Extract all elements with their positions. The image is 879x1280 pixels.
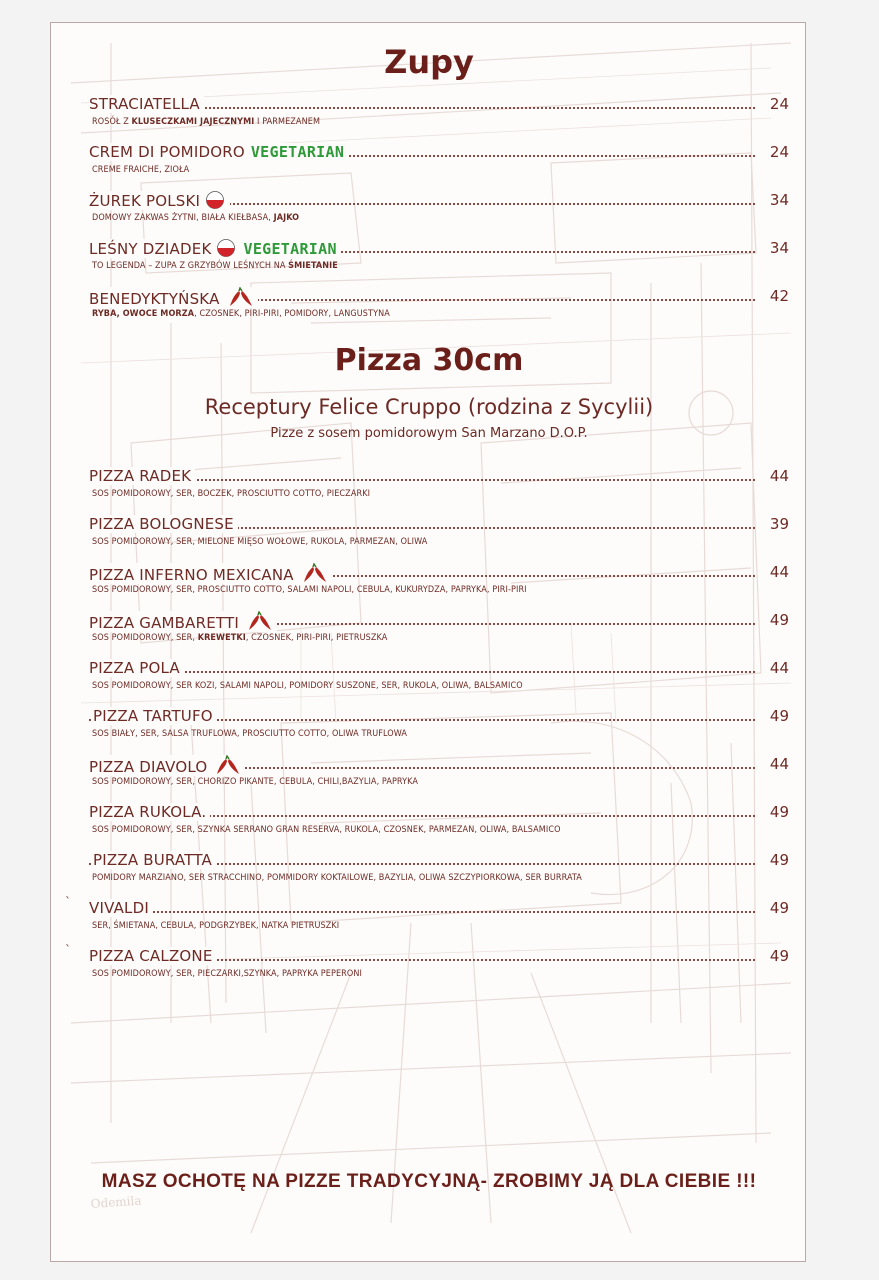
item-price: 24 (764, 95, 789, 113)
item-name: LEŚNY DZIADEK (89, 240, 212, 258)
menu-item-pizza-radek (89, 467, 789, 513)
item-description: SOS POMIDOROWY, SER KOZI, SALAMI NAPOLI, POMIDORY SUSZONE, SER, RUKOLA, OLIWA, BALSAMICO (92, 681, 523, 691)
item-price: 49 (764, 707, 789, 725)
item-description: TO LEGENDA – ZUPA Z GRZYBÓW LEŚNYCH NA ŚMIETANIE (92, 261, 338, 271)
item-description: POMIDORY MARZIANO, SER STRACCHINO, POMMIDORY KOKTAILOWE, BAZYLIA, OLIWA SZCZYPIORKOWA, SER BURRATA (92, 873, 582, 883)
item-price: 49 (764, 899, 789, 917)
item-price: 49 (764, 851, 789, 869)
menu-item-crem-di-pomidoro (89, 143, 789, 189)
item-price: 34 (764, 191, 789, 209)
menu-item-vivaldi (89, 899, 789, 945)
item-description: SOS POMIDOROWY, SER, MIELONE MIĘSO WOŁOWE, RUKOLA, PARMEZAN, OLIWA (92, 537, 428, 547)
polish-flag-icon (204, 191, 226, 209)
menu-item-straciatella (89, 95, 789, 141)
item-price: 49 (764, 947, 789, 965)
item-name: ŻUREK POLSKI (89, 192, 201, 210)
item-description: SOS POMIDOROWY, SER, PIECZARKI,SZYNKA, PAPRYKA PEPERONI (92, 969, 363, 979)
menu-item-zurek-polski (89, 191, 789, 237)
item-description: SOS POMIDOROWY, SER, CHORIZO PIKANTE, CEBULA, CHILI,BAZYLIA, PAPRYKA (92, 777, 419, 787)
stray-mark: ` (65, 943, 71, 957)
chili-pepper-icon (247, 611, 273, 631)
menu-page (50, 22, 806, 1262)
item-price: 42 (764, 287, 789, 305)
item-name: PIZZA CALZONE (89, 947, 217, 965)
polish-flag-icon (215, 239, 237, 257)
menu-item-pizza-buratta (89, 851, 789, 897)
item-description: SOS POMIDOROWY, SER, PROSCIUTTO COTTO, SALAMI NAPOLI, CEBULA, KUKURYDZA, PAPRYKA, PIRI-PIRI (92, 585, 527, 595)
stray-mark: ` (65, 895, 71, 909)
item-name: PIZZA RUKOLA. (89, 803, 210, 821)
pizza-section-note: Pizze z sosem pomidorowym San Marzano D.O.P. (270, 426, 588, 441)
soups-section-title: Zupy (384, 43, 474, 81)
item-description: CREME FRAICHE, ZIOŁA (92, 165, 190, 175)
menu-item-pizza-diavolo (89, 755, 789, 801)
menu-item-lesny-dziadek (89, 239, 789, 285)
item-name: CREM DI POMIDORO (89, 143, 245, 161)
item-name: STRACIATELLA (89, 95, 204, 113)
item-price: 44 (764, 563, 789, 581)
item-price: 24 (764, 143, 789, 161)
menu-item-pizza-pola (89, 659, 789, 705)
menu-item-pizza-gambaretti (89, 611, 789, 657)
menu-item-pizza-tartufo (89, 707, 789, 753)
menu-item-benedyktynska (89, 287, 789, 333)
chili-pepper-icon (215, 755, 241, 775)
item-description: SOS POMIDOROWY, SER, KREWETKI, CZOSNEK, PIRI-PIRI, PIETRUSZKA (92, 633, 388, 643)
menu-item-pizza-rukola (89, 803, 789, 849)
item-description: SOS POMIDOROWY, SER, SZYNKA SERRANO GRAN RESERVA, RUKOLA, CZOSNEK, PARMEZAN, OLIWA, BALSAMICO (92, 825, 561, 835)
item-name: PIZZA RADEK (89, 467, 195, 485)
chili-pepper-icon (302, 563, 328, 583)
item-name: PIZZA INFERNO MEXICANA (89, 566, 294, 584)
item-name: BENEDYKTYŃSKA (89, 290, 220, 308)
menu-item-pizza-bolognese (89, 515, 789, 561)
item-description: SOS POMIDOROWY, SER, BOCZEK, PROSCIUTTO COTTO, PIECZARKI (92, 489, 371, 499)
item-description: SER, ŚMIETANA, CEBULA, PODGRZYBEK, NATKA PIETRUSZKI (92, 921, 340, 931)
svg-text:Odemila: Odemila (90, 1193, 142, 1211)
item-name: PIZZA DIAVOLO (89, 758, 208, 776)
item-price: 44 (764, 467, 789, 485)
item-description: DOMOWY ZAKWAS ŻYTNI, BIAŁA KIEŁBASA, JAJKO (92, 213, 300, 223)
pizza-section-title: Pizza 30cm (334, 343, 524, 378)
item-name: PIZZA GAMBARETTI (89, 614, 240, 632)
item-name: PIZZA POLA (89, 659, 184, 677)
chili-pepper-icon (228, 287, 254, 307)
item-price: 44 (764, 659, 789, 677)
pizza-section-subtitle: Receptury Felice Cruppo (rodzina z Sycylii) (204, 395, 654, 419)
item-name: PIZZA TARTUFO (93, 707, 217, 725)
item-price: 34 (764, 239, 789, 257)
item-price: 44 (764, 755, 789, 773)
item-price: 49 (764, 611, 789, 629)
item-price: 49 (764, 803, 789, 821)
menu-item-pizza-calzone (89, 947, 789, 993)
item-name: PIZZA BURATTA (93, 851, 216, 869)
item-name: PIZZA BOLOGNESE (89, 515, 238, 533)
item-description: ROSÓŁ Z KLUSECZKAMI JAJECZNYMI I PARMEZANEM (92, 117, 321, 127)
menu-item-pizza-inferno-mexicana (89, 563, 789, 609)
vegetarian-badge: VEGETARIAN (243, 240, 337, 258)
item-name: VIVALDI (89, 899, 153, 917)
item-description: SOS BIAŁY, SER, SALSA TRUFLOWA, PROSCIUTTO COTTO, OLIWA TRUFLOWA (92, 729, 408, 739)
traditional-pizza-slogan: MASZ OCHOTĘ NA PIZZE TRADYCYJNĄ- ZROBIMY JĄ DLA CIEBIE !!! (101, 1171, 757, 1192)
item-price: 39 (764, 515, 789, 533)
vegetarian-badge: VEGETARIAN (250, 143, 345, 161)
item-description: RYBA, OWOCE MORZA, CZOSNEK, PIRI-PIRI, POMIDORY, LANGUSTYNA (92, 309, 390, 319)
